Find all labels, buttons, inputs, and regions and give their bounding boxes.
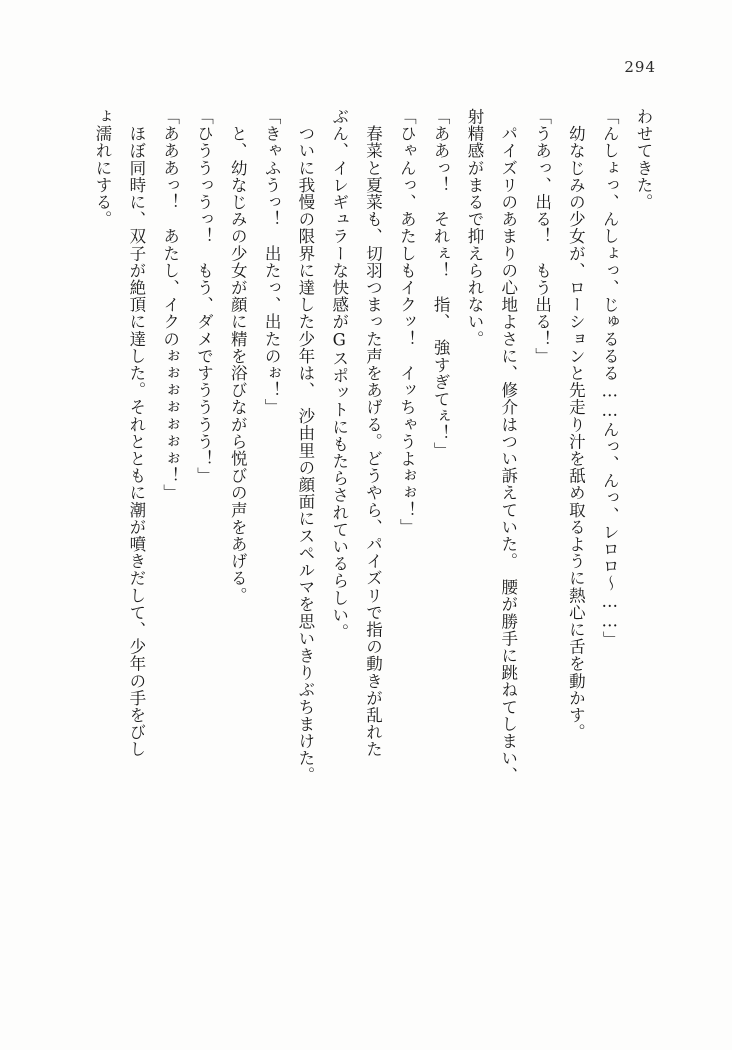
paragraph-line: パイズリのあまりの心地よさに、修介はつい訴えていた。 腰が勝手に跳ねてしまい、	[498, 108, 518, 784]
paragraph-line: ついに我慢の限界に達した少年は、 沙由里の顔面にスペルマを思いきりぶちまけた。	[295, 108, 315, 784]
paragraph-line: 「ああっ！ それぇ！ 指、 強すぎてぇ！」	[431, 108, 451, 459]
paragraph-line: と、幼なじみの少女が顔に精を浴びながら悦びの声をあげる。	[228, 108, 248, 604]
paragraph-line: 幼なじみの少女が、ローションと先走り汁を舐め取るように熱心に舌を動かす。	[566, 108, 586, 741]
paragraph-line: ょ濡れにする。	[93, 108, 112, 228]
paragraph-line: 「うあっ、出る！ もう出る！」	[532, 108, 552, 365]
paragraph-line: 「んしょっ、んしょっ、じゅるるる……んっ、んっ、レロロ～……」	[600, 108, 620, 649]
page-text-body	[78, 108, 660, 1004]
paragraph-line: ぶん、イレギュラーな快感がGスポットにもたらされているらしい。	[329, 108, 349, 641]
paragraph-line: 「あああっ！ あたし、イクのぉぉぉぉぉぉぉ！」	[160, 108, 180, 502]
paragraph-line: 春菜と夏菜も、切羽つまった声をあげる。どうやら、パイズリで指の動きが乱れた	[363, 108, 383, 758]
paragraph-line: 「ひううっうっ！ もう、ダメですうううう！」	[194, 108, 214, 485]
paragraph-line: わせてきた。	[634, 108, 653, 211]
paragraph-line: ほぼ同時に、双子が絶頂に達した。それとともに潮が噴きだして、少年の手をびし	[126, 108, 146, 758]
paragraph-line: 射精感がまるで抑えられない。	[464, 108, 484, 348]
page-number: 294	[624, 58, 656, 76]
paragraph-line: 「ひゃんっ、あたしもイクッ！ イッちゃうよぉぉ！」	[397, 108, 417, 536]
paragraph-line: 「きゃふうっ！ 出たっ、出たのぉ！」	[262, 108, 282, 416]
